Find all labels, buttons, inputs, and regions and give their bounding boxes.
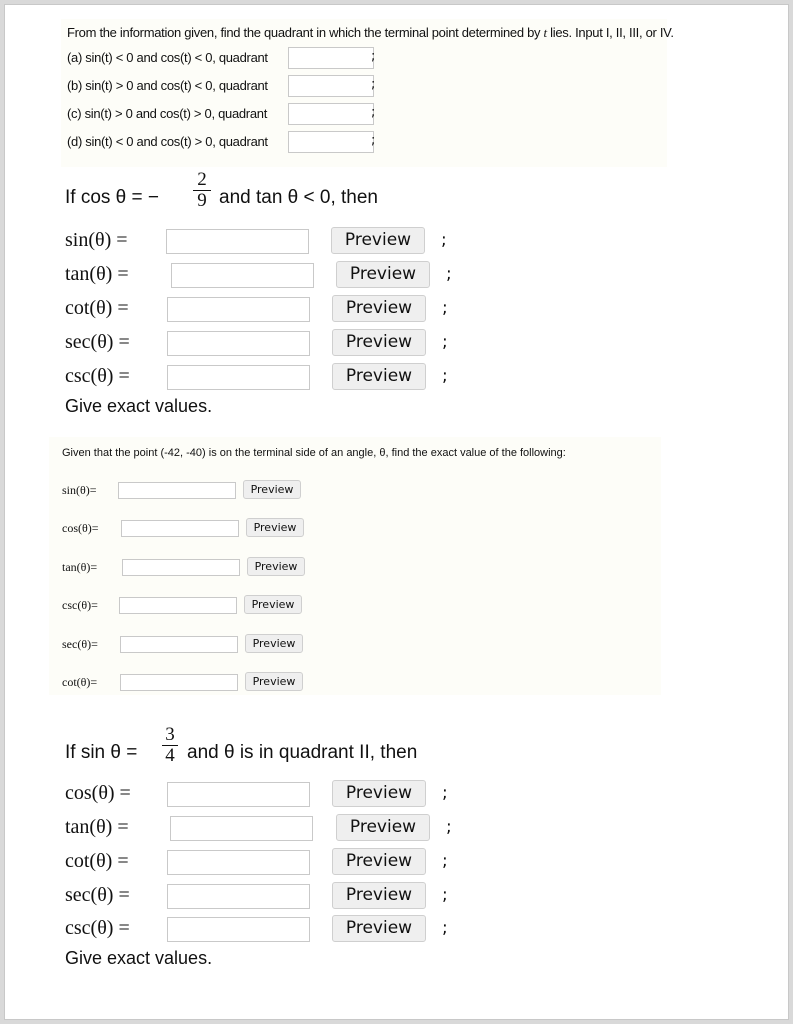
separator: ; <box>446 817 452 837</box>
q2-sec-preview-button[interactable]: Preview <box>332 329 426 356</box>
q2-footer: Give exact values. <box>65 396 213 416</box>
cos-given-fraction: 2 9 <box>193 171 211 210</box>
quadrant-c-input[interactable] <box>288 103 374 125</box>
separator: ; <box>442 918 448 938</box>
separator: ; <box>371 105 376 120</box>
separator: ; <box>442 366 448 386</box>
q3-sin-preview-button[interactable]: Preview <box>243 480 301 499</box>
q4-cot-preview-button[interactable]: Preview <box>332 848 426 875</box>
q3-cot-preview-button[interactable]: Preview <box>245 672 303 691</box>
q3-tan-input[interactable] <box>122 559 240 576</box>
separator: ; <box>371 49 376 64</box>
separator: ; <box>371 133 376 148</box>
q3-cos-preview-button[interactable]: Preview <box>246 518 304 537</box>
q2-cot-preview-button[interactable]: Preview <box>332 295 426 322</box>
q4-footer: Give exact values. <box>65 948 213 968</box>
q4-cot-label: cot(θ) = <box>65 850 129 872</box>
quadrant-b-input[interactable] <box>288 75 374 97</box>
q3-cos-input[interactable] <box>121 520 239 537</box>
q2-tan-label: tan(θ) = <box>65 263 129 285</box>
q4-csc-input[interactable] <box>167 917 310 942</box>
q3-sec-label: sec(θ)= <box>62 637 98 651</box>
q3-cot-input[interactable] <box>120 674 238 691</box>
quadrant-question-prompt: From the information given, find the quadrant in which the terminal point determined by t lies. Input I, II, III, or IV. <box>67 25 674 40</box>
q3-cos-label: cos(θ)= <box>62 521 99 535</box>
sin-given-intro-end: and θ is in quadrant II, then <box>187 742 418 763</box>
q2-sin-input[interactable] <box>166 229 309 254</box>
quadrant-d-input[interactable] <box>288 131 374 153</box>
q4-tan-label: tan(θ) = <box>65 816 129 838</box>
q2-sec-label: sec(θ) = <box>65 331 130 353</box>
quadrant-item-b-label: (b) sin(t) > 0 and cos(t) < 0, quadrant <box>67 78 268 93</box>
q2-cot-input[interactable] <box>167 297 310 322</box>
sin-given-fraction: 3 4 <box>162 726 178 765</box>
q3-sec-input[interactable] <box>120 636 238 653</box>
q4-cos-preview-button[interactable]: Preview <box>332 780 426 807</box>
quadrant-a-input[interactable] <box>288 47 374 69</box>
q3-sin-label: sin(θ)= <box>62 483 97 497</box>
q4-csc-label: csc(θ) = <box>65 917 130 939</box>
q4-tan-preview-button[interactable]: Preview <box>336 814 430 841</box>
q4-cot-input[interactable] <box>167 850 310 875</box>
q2-sec-input[interactable] <box>167 331 310 356</box>
q2-cot-label: cot(θ) = <box>65 297 129 319</box>
q2-csc-preview-button[interactable]: Preview <box>332 363 426 390</box>
q4-cos-label: cos(θ) = <box>65 782 131 804</box>
q2-tan-input[interactable] <box>171 263 314 288</box>
q4-tan-input[interactable] <box>170 816 313 841</box>
q2-sin-preview-button[interactable]: Preview <box>331 227 425 254</box>
q3-csc-label: csc(θ)= <box>62 598 98 612</box>
q2-csc-input[interactable] <box>167 365 310 390</box>
q3-sec-preview-button[interactable]: Preview <box>245 634 303 653</box>
separator: ; <box>442 298 448 318</box>
q3-cot-label: cot(θ)= <box>62 675 98 689</box>
q4-csc-preview-button[interactable]: Preview <box>332 915 426 942</box>
separator: ; <box>442 851 448 871</box>
separator: ; <box>442 783 448 803</box>
q3-tan-label: tan(θ)= <box>62 560 98 574</box>
q3-sin-input[interactable] <box>118 482 236 499</box>
point-question-prompt: Given that the point (-42, -40) is on the terminal side of an angle, θ, find the exact value of the following: <box>62 447 566 459</box>
q4-cos-input[interactable] <box>167 782 310 807</box>
sin-given-intro: If sin θ = <box>65 742 138 763</box>
separator: ; <box>442 885 448 905</box>
quadrant-item-d-label: (d) sin(t) < 0 and cos(t) > 0, quadrant <box>67 134 268 149</box>
cos-given-intro: If cos θ = − <box>65 187 159 208</box>
q4-sec-preview-button[interactable]: Preview <box>332 882 426 909</box>
separator: ; <box>441 230 447 250</box>
q4-sec-input[interactable] <box>167 884 310 909</box>
worksheet-page <box>4 4 789 1020</box>
separator: ; <box>442 332 448 352</box>
q2-sin-label: sin(θ) = <box>65 229 128 251</box>
q2-tan-preview-button[interactable]: Preview <box>336 261 430 288</box>
q3-csc-input[interactable] <box>119 597 237 614</box>
q2-csc-label: csc(θ) = <box>65 365 130 387</box>
q3-tan-preview-button[interactable]: Preview <box>247 557 305 576</box>
q3-csc-preview-button[interactable]: Preview <box>244 595 302 614</box>
separator: ; <box>446 264 452 284</box>
cos-given-intro-end: and tan θ < 0, then <box>219 187 378 208</box>
quadrant-item-a-label: (a) sin(t) < 0 and cos(t) < 0, quadrant <box>67 50 268 65</box>
separator: ; <box>371 77 376 92</box>
q4-sec-label: sec(θ) = <box>65 884 130 906</box>
quadrant-item-c-label: (c) sin(t) > 0 and cos(t) > 0, quadrant <box>67 106 268 121</box>
